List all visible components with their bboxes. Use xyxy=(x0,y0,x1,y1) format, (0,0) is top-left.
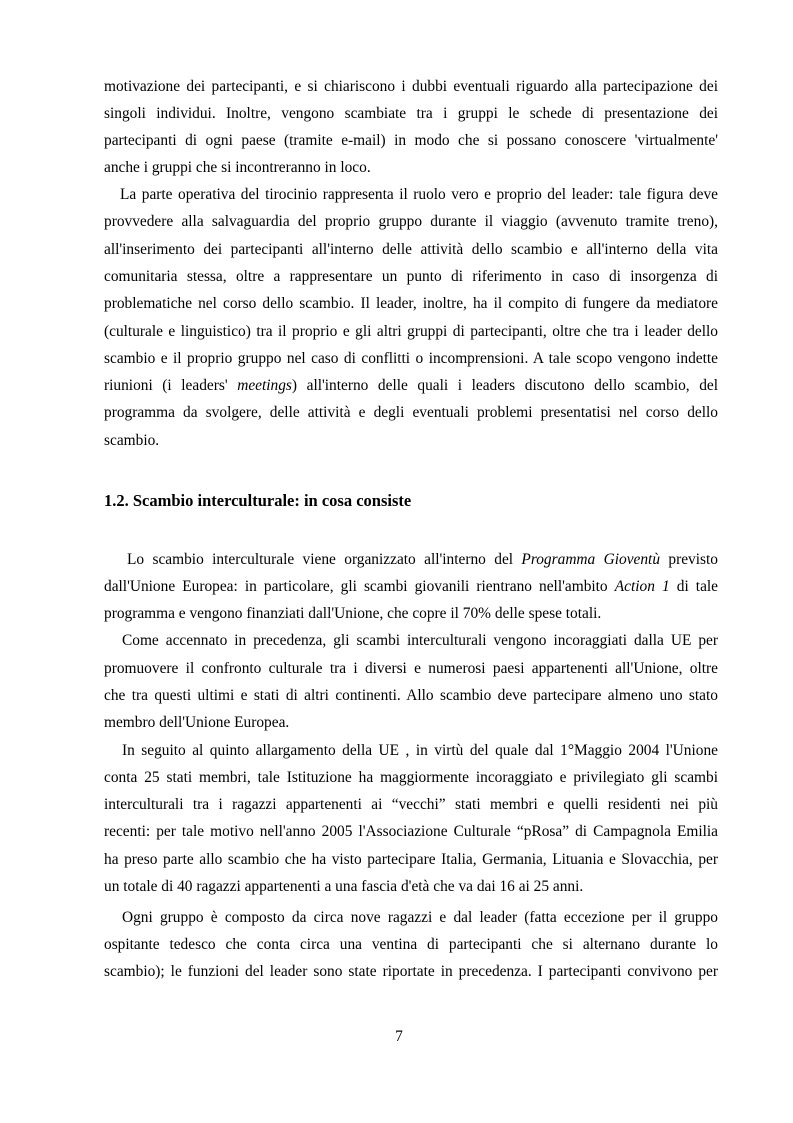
paragraph-line: programma e vengono finanziati dall'Unione, che copre il 70% delle spese totali. xyxy=(104,605,602,622)
paragraph-line: Ogni gruppo è composto da circa nove ragazzi e dal leader (fatta eccezione per il gruppo xyxy=(122,909,718,926)
paragraph-line: ha preso parte allo scambio che ha visto partecipare Italia, Germania, Lituania e Slovacchia, per xyxy=(104,851,718,868)
paragraph-line xyxy=(104,576,718,598)
paragraph-line xyxy=(127,549,718,571)
paragraph-line: In seguito al quinto allargamento della UE , in virtù del quale dal 1°Maggio 2004 l'Unione xyxy=(122,742,718,759)
paragraph-line: Come accennato in precedenza, gli scambi interculturali vengono incoraggiati dalla UE per xyxy=(122,632,718,649)
paragraph-line: all'inserimento dei partecipanti all'interno delle attività dello scambio e all'interno della vita xyxy=(104,241,718,258)
text-run: Lo scambio interculturale viene organizzato all'interno del xyxy=(127,551,522,568)
section-heading: 1.2. Scambio interculturale: in cosa consiste xyxy=(104,491,412,510)
paragraph-line: membro dell'Unione Europea. xyxy=(104,714,290,731)
paragraph-line: recenti: per tale motivo nell'anno 2005 l'Associazione Culturale “pRosa” di Campagnola Emilia xyxy=(104,823,718,840)
paragraph-line xyxy=(104,375,718,397)
text-run: di tale xyxy=(669,578,719,595)
text-run: riunioni (i leaders' xyxy=(104,377,238,394)
paragraph-line: singoli individui. Inoltre, vengono scambiate tra i gruppi le schede di presentazione dei xyxy=(104,105,718,122)
paragraph-line: programma da svolgere, delle attività e degli eventuali problemi presentatisi nel corso dello xyxy=(104,404,718,421)
paragraph-line: interculturali tra i ragazzi appartenenti ai “vecchi” stati membri e quelli residenti nei più xyxy=(104,796,718,813)
paragraph-line: (culturale e linguistico) tra il proprio e gli altri gruppi di partecipanti, oltre che tra i leader dello xyxy=(104,323,718,340)
paragraph-line: problematiche nel corso dello scambio. Il leader, inoltre, ha il compito di fungere da mediatore xyxy=(104,295,718,312)
paragraph-line: anche i gruppi che si incontreranno in loco. xyxy=(104,159,371,176)
page-number: 7 xyxy=(395,1028,403,1045)
paragraph-line: motivazione dei partecipanti, e si chiariscono i dubbi eventuali riguardo alla partecipazione dei xyxy=(104,78,718,95)
italic-term: Programma Gioventù xyxy=(521,551,661,568)
document-page xyxy=(104,0,718,1123)
italic-term: Action 1 xyxy=(614,578,670,595)
text-run: previsto xyxy=(660,551,718,568)
paragraph-line: un totale di 40 ragazzi appartenenti a una fascia d'età che va dai 16 ai 25 anni. xyxy=(104,878,584,895)
paragraph-line: comunitaria stessa, oltre a rappresentare un punto di riferimento in caso di insorgenza di xyxy=(104,268,718,285)
text-run: dall'Unione Europea: in particolare, gli scambi giovanili rientrano nell'ambito xyxy=(104,578,615,595)
paragraph-line: scambio); le funzioni del leader sono state riportate in precedenza. I partecipanti convivono per xyxy=(104,963,718,980)
paragraph-line: scambio e il proprio gruppo nel caso di conflitti o incomprensioni. A tale scopo vengono indette xyxy=(104,350,718,367)
paragraph-line: scambio. xyxy=(104,432,160,449)
paragraph-line: provvedere alla salvaguardia del proprio gruppo durante il viaggio (avvenuto tramite treno), xyxy=(104,213,718,230)
paragraph-line: conta 25 stati membri, tale Istituzione ha maggiormente incoraggiato e privilegiato gli scambi xyxy=(104,769,718,786)
text-run: ) all'interno delle quali i leaders discutono dello scambio, del xyxy=(291,377,719,394)
paragraph-line: promuovere il confronto culturale tra i diversi e numerosi paesi appartenenti all'Unione, oltre xyxy=(104,660,718,677)
paragraph-line: partecipanti di ogni paese (tramite e-mail) in modo che si possano conoscere 'virtualmente' xyxy=(104,132,718,149)
italic-term: meetings xyxy=(237,377,292,394)
paragraph-line: ospitante tedesco che conta circa una ventina di partecipanti che si alternano durante lo xyxy=(104,936,718,953)
paragraph-line: La parte operativa del tirocinio rappresenta il ruolo vero e proprio del leader: tale figura deve xyxy=(120,186,718,203)
paragraph-line: che tra questi ultimi e stati di altri continenti. Allo scambio deve partecipare almeno uno stato xyxy=(104,687,718,704)
